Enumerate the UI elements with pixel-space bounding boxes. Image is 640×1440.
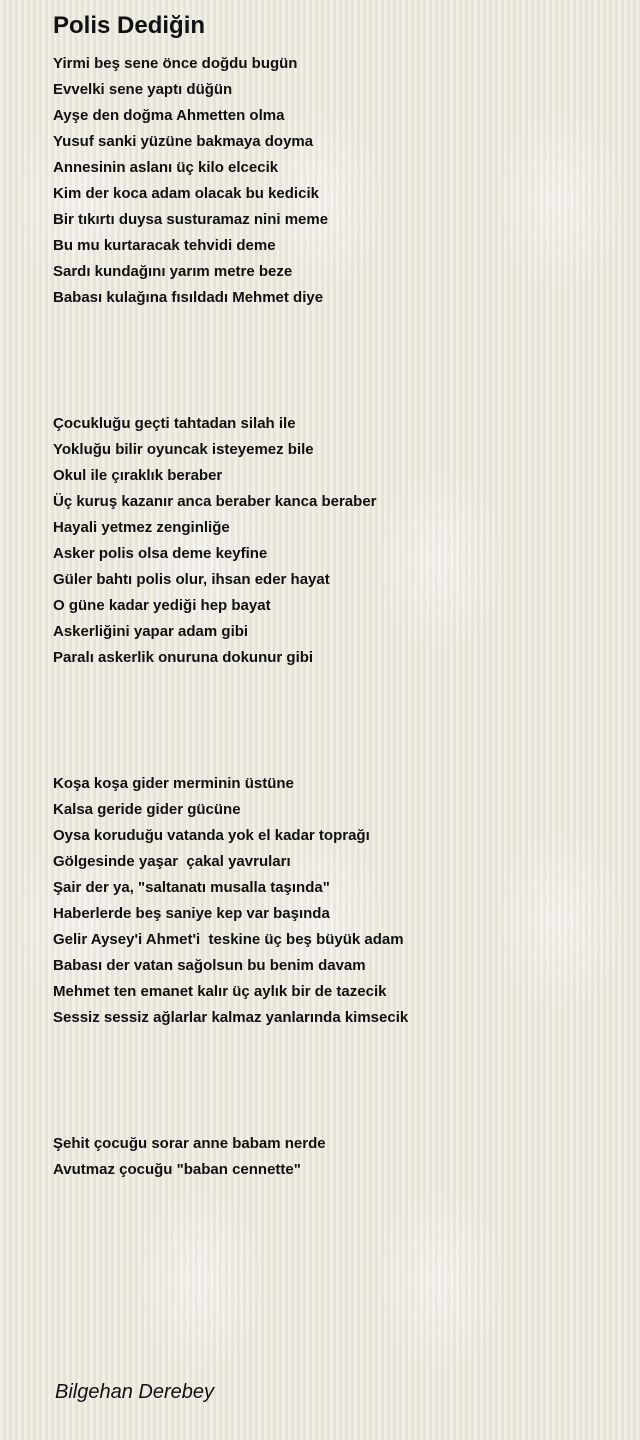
stanza-1 [53,51,328,311]
poem-line: Haberlerde beş saniye kep var başında [53,905,330,922]
poem-line: Şehit çocuğu sorar anne babam nerde [53,1135,326,1152]
poem-line: O güne kadar yediği hep bayat [53,597,271,614]
poem-line: Güler bahtı polis olur, ihsan eder hayat [53,571,330,588]
poem-line: Babası kulağına fısıldadı Mehmet diye [53,289,324,306]
poem-line: Bu mu kurtaracak tehvidi deme [53,237,276,254]
poem-line: Sardı kundağını yarım metre beze [53,263,293,280]
poem-title: Polis Dediğin [53,12,206,39]
poem-line: Evvelki sene yaptı düğün [53,81,233,98]
poem-line: Bir tıkırtı duysa susturamaz nini meme [53,211,329,228]
poem-line: Asker polis olsa deme keyfine [53,545,268,562]
poem-line: Yusuf sanki yüzüne bakmaya doyma [53,133,314,150]
poem-line: Okul ile çıraklık beraber [53,467,223,484]
poem-line: Hayali yetmez zenginliğe [53,519,230,536]
poem-line: Üç kuruş kazanır anca beraber kanca beraber [53,493,377,510]
poem-line: Şair der ya, "saltanatı musalla taşında" [53,879,330,896]
stanza-3 [53,771,408,1031]
poem-line: Çocukluğu geçti tahtadan silah ile [53,415,296,432]
poem-line: Babası der vatan sağolsun bu benim davam [53,957,366,974]
poem-line: Mehmet ten emanet kalır üç aylık bir de tazecik [53,983,387,1000]
poem-line: Avutmaz çocuğu "baban cennette" [53,1161,301,1178]
poem-line: Gelir Aysey'i Ahmet'i teskine üç beş büyük adam [53,931,404,948]
poem-author: Bilgehan Derebey [55,1381,214,1403]
poem-line: Askerliğini yapar adam gibi [53,623,249,640]
poem-line: Kim der koca adam olacak bu kedicik [53,185,319,202]
poem-line: Ayşe den doğma Ahmetten olma [53,107,285,124]
stanza-4 [53,1131,326,1183]
stanza-2 [53,411,377,671]
poem-line: Kalsa geride gider gücüne [53,801,241,818]
poem-line: Oysa koruduğu vatanda yok el kadar toprağı [53,827,370,844]
poem-line: Yokluğu bilir oyuncak isteyemez bile [53,441,314,458]
poem-line: Paralı askerlik onuruna dokunur gibi [53,649,314,666]
poem-line: Annesinin aslanı üç kilo elcecik [53,159,279,176]
poem-line: Gölgesinde yaşar çakal yavruları [53,853,291,870]
poem-line: Koşa koşa gider merminin üstüne [53,775,294,792]
poem-line: Sessiz sessiz ağlarlar kalmaz yanlarında kimsecik [53,1009,409,1026]
poem-line: Yirmi beş sene önce doğdu bugün [53,55,298,72]
